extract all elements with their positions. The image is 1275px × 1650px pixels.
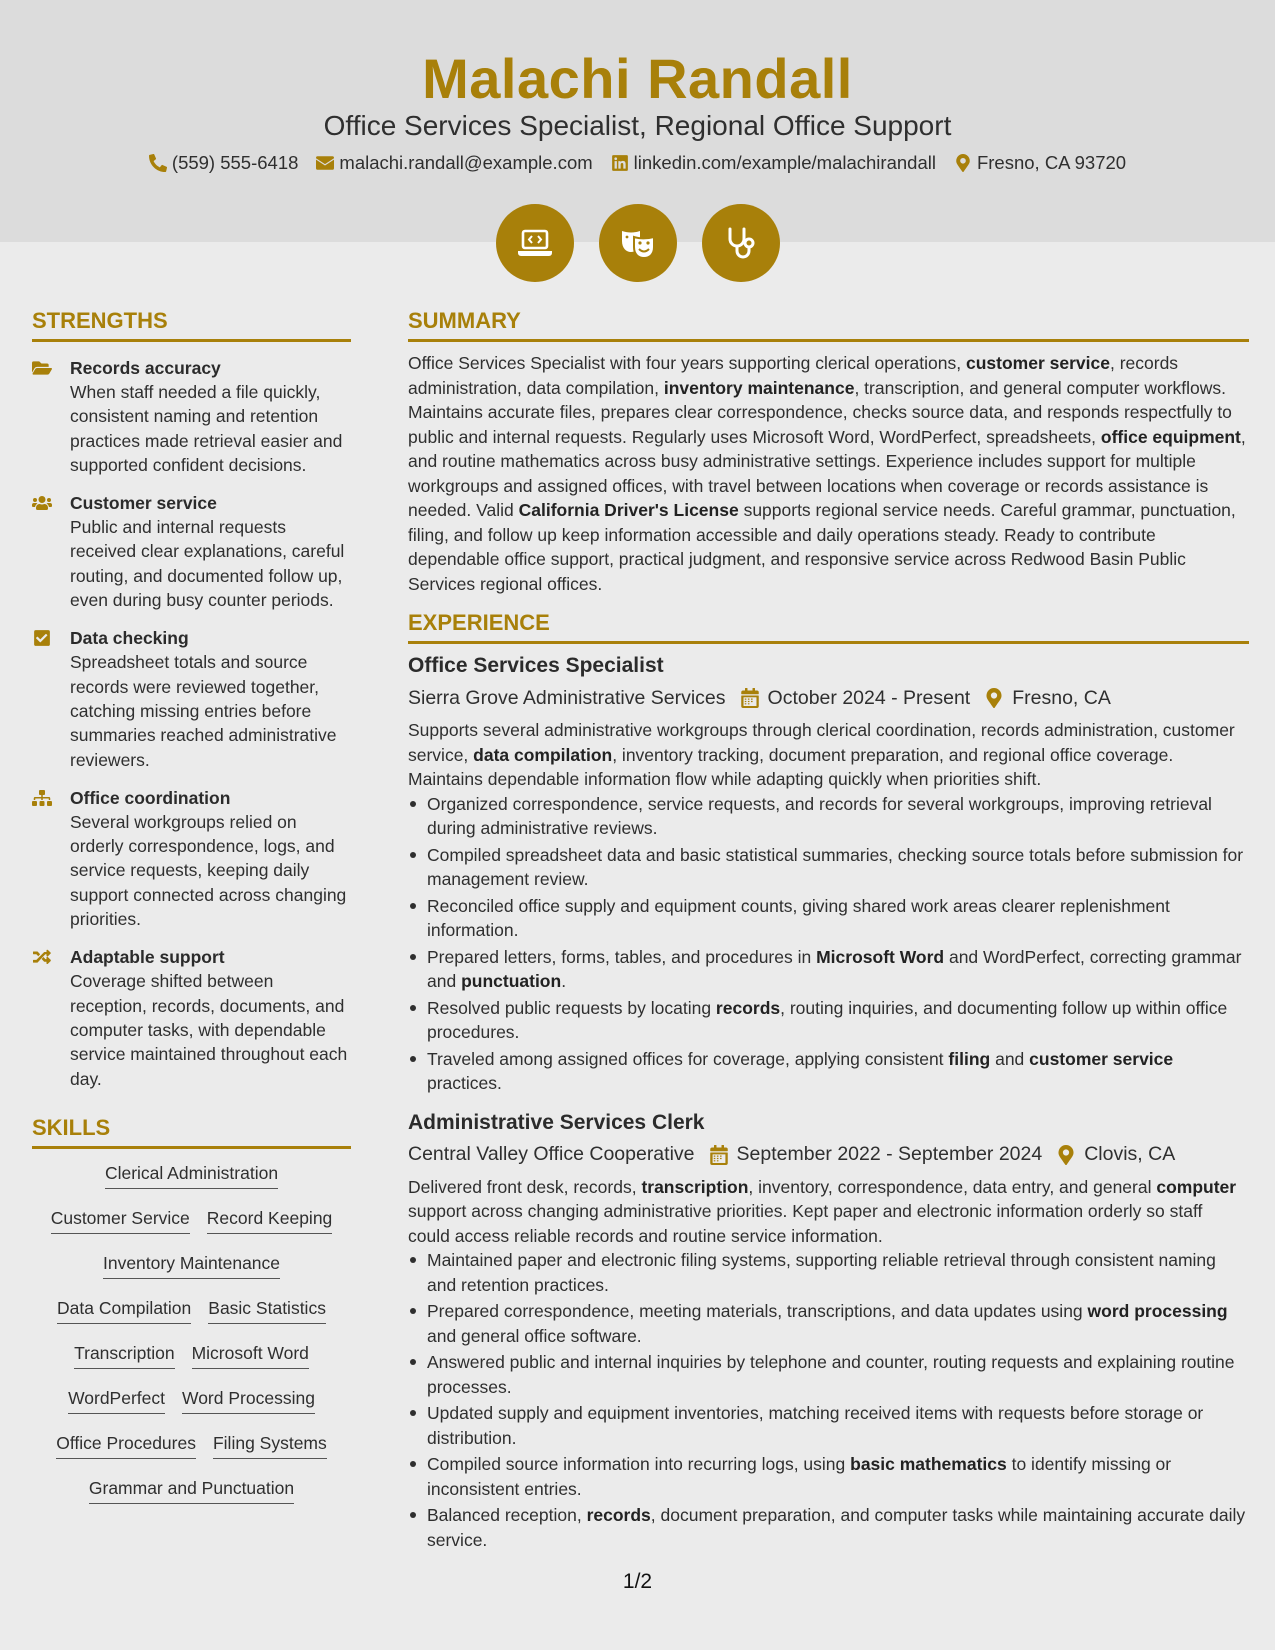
job-entry (408, 652, 1249, 1096)
text-run: and WordPerfect, correcting grammar and (427, 946, 1242, 991)
text-run: support across changing administrative priorities. Kept paper and electronic information orderly so staff could access reliable records and routine service information. (408, 1201, 1203, 1246)
strength-text: Several workgroups relied on orderly correspondence, logs, and service requests, keeping daily support connected across changing priorities. (70, 811, 347, 930)
skill-tag: Transcription (74, 1341, 175, 1369)
strengths-heading: STRENGTHS (32, 308, 351, 342)
skill-row (32, 1476, 351, 1521)
job-bullets (408, 1248, 1249, 1552)
job-location: Fresno, CA (1012, 686, 1111, 709)
job-bullet (408, 843, 1249, 892)
text-run: Delivered front desk, records, (408, 1176, 642, 1197)
strength-title: Adaptable support (70, 947, 225, 968)
strength-title: Records accuracy (70, 358, 221, 378)
skill-tag: Data Compilation (57, 1296, 191, 1324)
strength-item (32, 491, 351, 612)
skill-tag: WordPerfect (68, 1386, 165, 1414)
stethoscope-badge (702, 204, 780, 282)
skill-tag: Record Keeping (207, 1206, 333, 1234)
phone-icon (149, 154, 167, 172)
skill-tag: Microsoft Word (192, 1341, 309, 1369)
calendar-icon (709, 1145, 729, 1165)
job-company: Sierra Grove Administrative Services (408, 686, 726, 709)
strength-title: Office coordination (70, 787, 231, 808)
text-run: Organized correspondence, service requests, and records for several workgroups, improving retrieval during administrative reviews. (427, 793, 1212, 838)
text-run: Answered public and internal inquiries by telephone and counter, routing requests and explaining routine processes. (427, 1352, 1235, 1397)
strength-text: Public and internal requests received clear explanations, careful routing, and documented follow up, even during busy counter periods. (70, 517, 345, 611)
badge-row (0, 204, 1275, 282)
job-dates: September 2022 - September 2024 (736, 1143, 1043, 1165)
job-company: Central Valley Office Cooperative (408, 1143, 695, 1165)
strength-item (32, 786, 351, 931)
skill-row (32, 1341, 351, 1386)
summary-paragraph (408, 351, 1249, 596)
page-number: 1/2 (622, 1570, 653, 1593)
candidate-title: Office Services Specialist, Regional Office Support (323, 110, 952, 141)
bold-keyword: records (586, 1505, 651, 1525)
text-run: Office Services Specialist with four years supporting clerical operations, (408, 353, 966, 373)
job-bullet (408, 894, 1249, 943)
bold-keyword: basic mathematics (850, 1454, 1007, 1474)
job-bullet (408, 1350, 1249, 1399)
map-marker-icon (984, 688, 1004, 708)
text-run: to identify missing or inconsistent entries. (427, 1454, 1172, 1499)
strength-text: Spreadsheet totals and source records were reviewed together, catching missing entries before summaries reached administrative reviewers. (70, 652, 337, 770)
skill-row (32, 1206, 351, 1251)
check-square-icon (32, 629, 52, 647)
bold-keyword: customer service (1029, 1048, 1174, 1069)
strength-title: Data checking (70, 628, 189, 649)
calendar-icon (740, 688, 760, 708)
linkedin-text: linkedin.com/example/malachirandall (633, 152, 936, 173)
skills-list (32, 1161, 351, 1521)
candidate-name: Malachi Randall (422, 47, 853, 110)
bold-keyword: transcription (641, 1176, 749, 1197)
bold-keyword: filing (948, 1048, 991, 1069)
contact-location (954, 152, 1126, 174)
skill-tag: Basic Statistics (208, 1296, 326, 1324)
contact-bar (0, 152, 1275, 174)
skill-tag: Office Procedures (56, 1431, 196, 1459)
job-bullet (408, 945, 1249, 994)
map-marker-icon (954, 154, 972, 172)
text-run: Maintained paper and electronic filing systems, supporting reliable retrieval through consistent naming and retention practices. (427, 1250, 1216, 1295)
job-title: Administrative Services Clerk (408, 1110, 705, 1134)
text-run: Supports several administrative workgroups through clerical coordination, records administration, customer service, (408, 720, 1235, 765)
folder-open-icon (32, 359, 52, 377)
skill-tag: Customer Service (51, 1206, 190, 1234)
left-column (32, 308, 351, 1521)
contact-linkedin[interactable] (611, 152, 936, 174)
text-run: Resolved public requests by locating (427, 997, 716, 1018)
job-meta (408, 684, 1249, 712)
text-run: Prepared correspondence, meeting materials, transcriptions, and data updates using (427, 1301, 1088, 1321)
skill-tag: Clerical Administration (105, 1161, 278, 1189)
text-run: and (990, 1048, 1030, 1069)
job-bullet (408, 1401, 1249, 1450)
bold-keyword: California Driver's License (518, 500, 739, 520)
skill-tag: Inventory Maintenance (103, 1251, 280, 1279)
text-run: and general office software. (427, 1325, 642, 1346)
job-bullet (408, 792, 1249, 841)
skill-tag: Word Processing (182, 1386, 315, 1414)
text-run: Compiled spreadsheet data and basic statistical summaries, checking source totals before submission for management review. (427, 844, 1244, 889)
job-bullets (408, 792, 1249, 1096)
job-bullet (408, 1248, 1249, 1297)
linkedin-icon (611, 154, 629, 172)
text-run: Prepared letters, forms, tables, and procedures in (427, 946, 817, 967)
bold-keyword: Microsoft Word (816, 946, 945, 967)
skill-row (32, 1251, 351, 1296)
skill-tag: Filing Systems (213, 1431, 327, 1459)
contact-email[interactable] (316, 152, 592, 174)
sitemap-icon (32, 789, 52, 807)
summary-heading: SUMMARY (408, 308, 1249, 342)
strength-item (32, 626, 351, 771)
strength-item (32, 945, 351, 1090)
strength-item (32, 356, 351, 477)
skill-row (32, 1161, 351, 1206)
skill-tag: Grammar and Punctuation (89, 1476, 294, 1504)
text-run: Reconciled office supply and equipment counts, giving shared work areas clearer replenishment information. (427, 895, 1170, 940)
text-run: , document preparation, and computer tasks while maintaining accurate daily service. (427, 1505, 1246, 1550)
bold-keyword: inventory maintenance (663, 377, 855, 398)
strength-text: Coverage shifted between reception, records, documents, and computer tasks, with dependable service maintained throughout each day. (70, 971, 348, 1089)
bold-keyword: punctuation (461, 971, 562, 991)
job-bullet (408, 1452, 1249, 1501)
text-run: practices. (427, 1073, 502, 1093)
job-meta (408, 1141, 1249, 1169)
bold-keyword: records (715, 997, 781, 1018)
text-run: , and routine mathematics across busy administrative settings. Experience includes support for multiple workgroups and assigned offices, with travel between locations when coverage or records assistance is needed. Valid (408, 426, 1246, 520)
text-run: , routing inquiries, and documenting follow up within office procedures. (427, 997, 1228, 1042)
laptop-code-badge (496, 204, 574, 282)
text-run: Updated supply and equipment inventories, matching received items with requests before storage or distribution. (427, 1403, 1204, 1448)
job-bullet (408, 996, 1249, 1045)
text-run: . (561, 971, 567, 991)
job-description (408, 1175, 1249, 1249)
text-run: supports regional service needs. Careful grammar, punctuation, filing, and follow up keep information accessible and daily operations steady. Ready to contribute dependable office support, practical judgment, and responsive service across Redwood Basin Public Services regional offices. (408, 500, 1236, 594)
skill-row (32, 1296, 351, 1341)
theater-masks-badge (599, 204, 677, 282)
text-run: , inventory tracking, document preparation, and regional office coverage. Maintains dependable information flow while adapting quickly when priorities shift. (408, 744, 1174, 789)
job-title: Office Services Specialist (408, 654, 664, 677)
right-column (408, 308, 1249, 1554)
skill-row (32, 1431, 351, 1476)
envelope-icon (316, 154, 334, 172)
text-run: , inventory, correspondence, data entry, and general (748, 1176, 1157, 1197)
strength-text: When staff needed a file quickly, consistent naming and retention practices made retrieval easier and supported confident decisions. (70, 382, 343, 475)
skills-heading: SKILLS (32, 1115, 351, 1149)
job-location: Clovis, CA (1084, 1143, 1176, 1165)
job-dates: October 2024 - Present (767, 686, 971, 709)
map-marker-icon (1056, 1145, 1076, 1165)
stethoscope-icon (721, 223, 761, 263)
theater-masks-icon (618, 223, 658, 263)
contact-phone[interactable] (149, 152, 299, 174)
job-bullet (408, 1047, 1249, 1096)
shuffle-icon (32, 948, 52, 966)
laptop-code-icon (515, 223, 555, 263)
phone-text: (559) 555-6418 (171, 152, 299, 173)
users-icon (32, 494, 52, 512)
bold-keyword: customer service (965, 353, 1110, 373)
job-bullet (408, 1503, 1249, 1552)
bold-keyword: office equipment (1100, 426, 1241, 447)
email-text: malachi.randall@example.com (339, 152, 593, 173)
bold-keyword: word processing (1087, 1301, 1228, 1321)
text-run: Balanced reception, (427, 1505, 587, 1525)
text-run: Traveled among assigned offices for coverage, applying consistent (427, 1048, 949, 1069)
strength-title: Customer service (70, 493, 217, 514)
job-description (408, 718, 1249, 792)
text-run: Compiled source information into recurring logs, using (427, 1454, 851, 1474)
skill-row (32, 1386, 351, 1431)
experience-heading: EXPERIENCE (408, 610, 1249, 644)
bold-keyword: data compilation (473, 744, 613, 765)
bold-keyword: computer (1156, 1176, 1237, 1197)
text-run: , transcription, and general computer workflows. Maintains accurate files, prepares clear correspondence, checks source data, and responds respectfully to public and internal requests. Regularly uses Microsoft Word, WordPerfect, spreadsheets, (408, 377, 1232, 447)
job-entry (408, 1109, 1249, 1553)
text-run: , records administration, data compilation, (408, 353, 1179, 398)
location-text: Fresno, CA 93720 (976, 152, 1127, 173)
job-bullet (408, 1299, 1249, 1348)
